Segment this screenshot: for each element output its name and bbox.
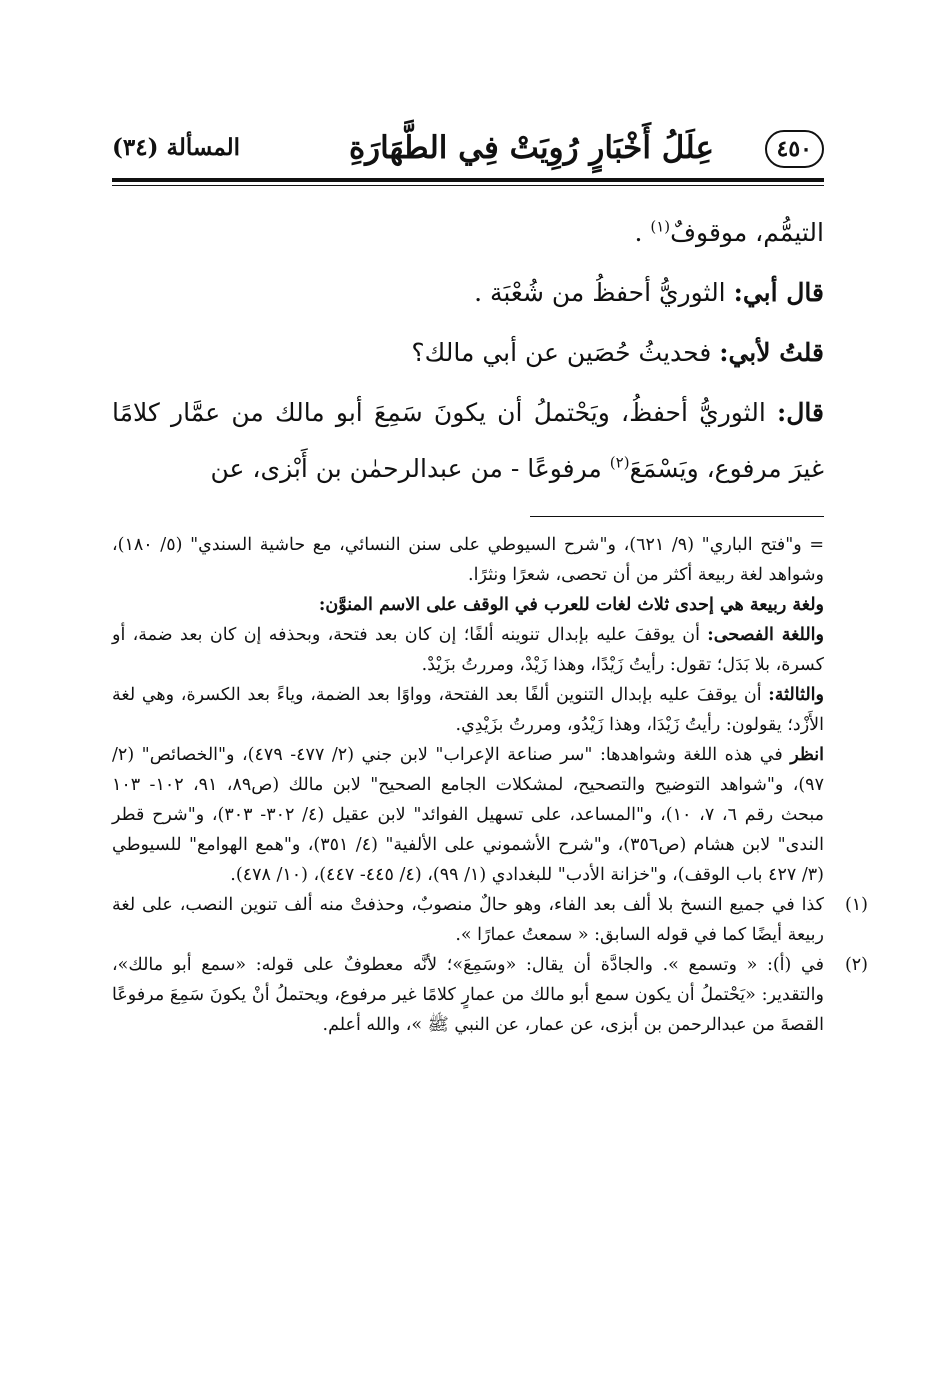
footnote-continuation: = و"فتح الباري" (٩/ ٦٢١)، و"شرح السيوطي على سنن النسائي، مع حاشية السندي" (٥/ ١٨٠)، وشواهد لغة ربيعة أكثر من أن تحصى، شعرًا ونثرًا. (112, 535, 825, 585)
footnote-2 (112, 950, 868, 1040)
running-header (112, 128, 824, 172)
main-paragraph (112, 205, 824, 261)
footnote-text: في هذه اللغة وشواهدها: "سر صناعة الإعراب" لابن جني (٢/ ٤٧٧- ٤٧٩)، و"الخصائص" (٢/ ٩٧)، و"شواهد التوضيح والتصحيح، لمشكلات الجامع الصحيح" لابن مالك (ص٨٩، ٩١، ١٠٢- ١٠٣ مبحث رقم ٦، ٧، ١٠)، و"المساعد، على تسهيل الفوائد" لابن عقيل (٤/ ٣٠٢- ٣٠٣)، و"شرح قطر الندى" لابن هشام (ص٣٥٦)، و"شرح الأشموني على الألفية" (٤/ ٣٥١)، و"همع الهوامع" للسيوطي (٣/ ٤٢٧ باب الوقف)، و"خزانة الأدب" للبغدادي (١/ ٩٩)، (٤/ ٤٤٥- ٤٤٧)، (١٠/ ٤٧٨). (112, 745, 825, 885)
paragraph-text: الثوريُّ أحفظُ، ويَحْتملُ أن يكونَ سَمِعَ أبو مالك من عمَّار كلامًا غيرَ مرفوع، ويَسْمَعَ (112, 398, 824, 483)
footnote-marker: (١) (844, 895, 868, 915)
footnote-text: أن يوقفَ عليه بإبدال التنوين ألفًا بعد الفتحة، وواوًا بعد الضمة، وياءً بعد الكسرة، وهي لغة الأَزْد؛ يقولون: رأيتُ زَيْدَا، وهذا زَيْدُو، ومررتُ بزَيْدِي. (112, 685, 824, 735)
footnote-text: أن يوقفَ عليه بإبدال تنوينه ألفًا؛ إن كان بعد فتحة، وبحذفه إن كان بعد ضمة، أو كسرة، بلا بَدَل؛ تقول: رأيتُ زَيْدًا، وهذا زَيْدْ، ومررتُ بزَيْدْ. (112, 625, 824, 675)
footnote-paragraph (112, 740, 824, 890)
footnote-heading: ولغة ربيعة هي إحدى ثلاث لغات للعرب في الوقف على الاسم المنوَّن: (318, 595, 824, 615)
main-text (112, 205, 824, 497)
footnote-term: انظر (790, 745, 824, 765)
paragraph-end: . (634, 218, 643, 247)
footnote-paragraph (112, 620, 824, 680)
header-rule-thin (112, 185, 824, 186)
paragraph-text: التيمُّم، موقوفٌ (670, 218, 824, 247)
footnote-paragraph (112, 680, 824, 740)
paragraph-text: فحديثُ حُصَين عن أبي مالك؟ (411, 338, 712, 367)
speaker-label: قال أبي: (733, 278, 824, 307)
footnote-term: واللغة الفصحى: (707, 625, 824, 645)
footnotes (112, 530, 868, 1040)
paragraph-text: الثوريُّ أحفظُ من شُعْبَة . (474, 278, 726, 307)
issue-label: المسألة (٣٤) (112, 134, 241, 161)
footnote-ref-2: (٢) (609, 453, 630, 472)
main-paragraph (112, 265, 824, 321)
speaker-label: قلتُ لأبي: (719, 338, 824, 367)
book-title: عِلَلُ أَخْبَارٍ رُوِيَتْ فِي الطَّهَارَةِ (348, 130, 714, 166)
main-paragraph (112, 385, 824, 497)
footnote-divider (530, 516, 824, 517)
main-paragraph (112, 325, 824, 381)
speaker-label: قال: (777, 398, 824, 427)
footnote-text: في (أ): « وتسمع ». والجادَّة أن يقال: «وسَمِعَ»؛ لأنَّه معطوفٌ على قوله: «سمع أبو مالك»، والتقدير: «يَحْتملُ أن يكون سمع أبو مالك من عمارٍ كلامًا غير مرفوع، ويحتملُ أنْ يكونَ سَمِعَ مرفوعًا القصةَ من عبدالرحمن بن أبزى، عن عمار، عن النبي ﷺ »، والله أعلم. (112, 955, 824, 1035)
footnote-1 (112, 890, 868, 950)
footnote-text: كذا في جميع النسخ بلا ألف بعد الفاء، وهو حالٌ منصوبٌ، وحذفتْ منه ألف تنوين النصب، على لغة ربيعة أيضًا كما في قوله السابق: « سمعتُ عمارًا ». (112, 895, 824, 945)
footnote-term: والثالثة: (768, 685, 824, 705)
footnote-ref-1: (١) (650, 217, 671, 236)
paragraph-text: مرفوعًا - من عبدالرحمٰن بن أَبْزى، عن (210, 454, 602, 483)
header-rule (112, 178, 824, 182)
footnote-marker: (٢) (844, 955, 868, 975)
page-number: ٤٥٠ (765, 130, 824, 168)
